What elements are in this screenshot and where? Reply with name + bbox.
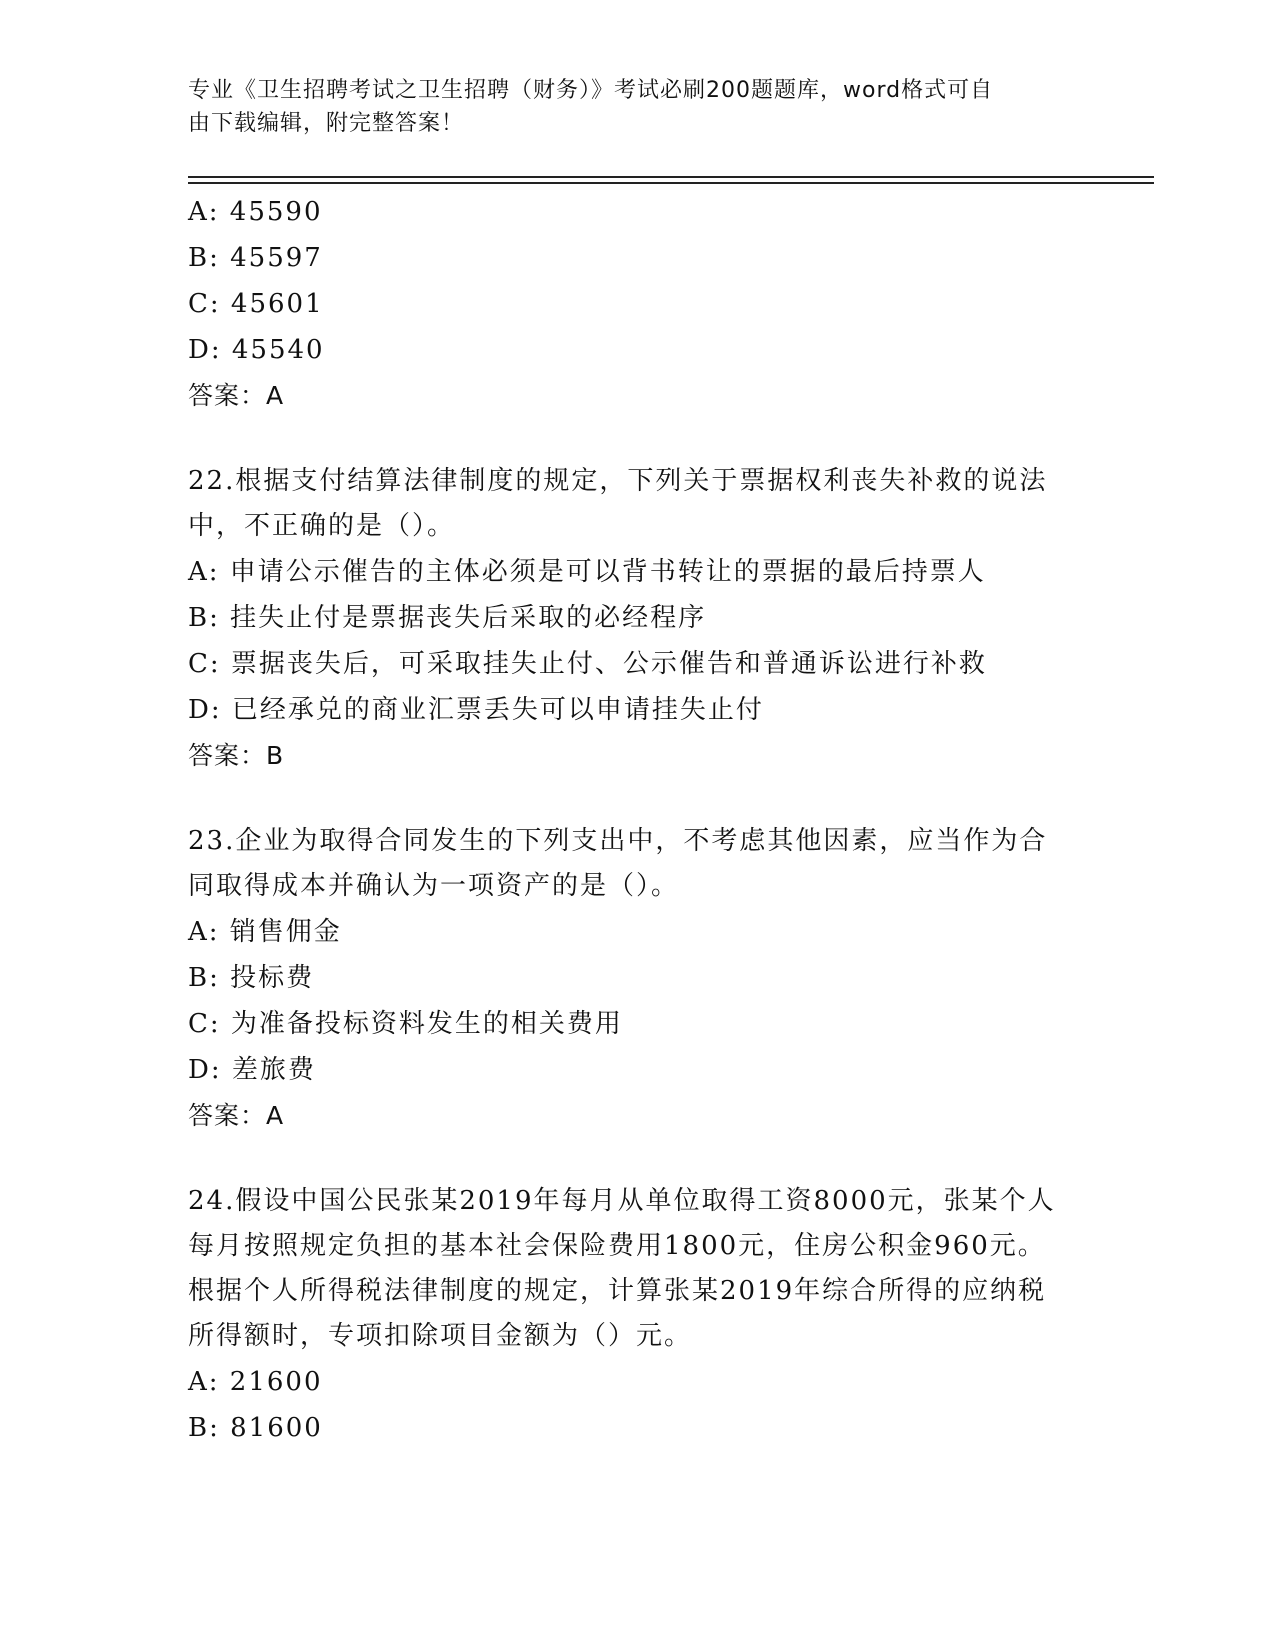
question-21-continued (188, 189, 1088, 419)
question-stem-line: 23.企业为取得合同发生的下列支出中，不考虑其他因素，应当作为合 (188, 826, 1048, 856)
option-a: A: 销售佣金 (188, 917, 342, 947)
question-stem-line: 24.假设中国公民张某2019年每月从单位取得工资8000元，张某个人 (188, 1186, 1056, 1216)
option-b: B: 挂失止付是票据丧失后采取的必经程序 (188, 603, 707, 633)
option-b: B: 81600 (188, 1413, 323, 1443)
question-stem-line: 根据个人所得税法律制度的规定，计算张某2019年综合所得的应纳税 (188, 1276, 1047, 1306)
option-a: A: 45590 (188, 197, 323, 227)
option-b: B: 投标费 (188, 963, 315, 993)
answer: 答案：A (188, 381, 285, 410)
option-d: D: 45540 (188, 335, 325, 365)
option-c: C: 票据丧失后，可采取挂失止付、公示催告和普通诉讼进行补救 (188, 649, 987, 679)
question-22 (188, 459, 1088, 779)
option-a: A: 21600 (188, 1367, 323, 1397)
header-divider-top (188, 176, 1154, 178)
header-divider-bottom (188, 182, 1154, 184)
question-stem-line: 中，不正确的是（）。 (188, 511, 456, 541)
question-stem-line: 同取得成本并确认为一项资产的是（）。 (188, 871, 680, 901)
question-stem-line: 22.根据支付结算法律制度的规定，下列关于票据权利丧失补救的说法 (188, 466, 1048, 496)
document-header (188, 74, 1068, 140)
option-d: D: 差旅费 (188, 1055, 316, 1085)
answer: 答案：B (188, 741, 285, 770)
option-b: B: 45597 (188, 243, 323, 273)
question-23 (188, 819, 1088, 1139)
header-line-2: 由下载编辑，附完整答案！ (188, 111, 465, 136)
option-a: A: 申请公示催告的主体必须是可以背书转让的票据的最后持票人 (188, 557, 986, 587)
header-line-1: 专业《卫生招聘考试之卫生招聘（财务）》考试必刷200题题库，word格式可自 (188, 78, 994, 103)
answer: 答案：A (188, 1101, 285, 1130)
option-c: C: 为准备投标资料发生的相关费用 (188, 1009, 623, 1039)
option-d: D: 已经承兑的商业汇票丢失可以申请挂失止付 (188, 695, 764, 725)
question-list (188, 189, 1088, 1451)
option-c: C: 45601 (188, 289, 324, 319)
question-24 (188, 1179, 1088, 1451)
question-stem-line: 所得额时，专项扣除项目金额为（）元。 (188, 1321, 693, 1351)
question-stem-line: 每月按照规定负担的基本社会保险费用1800元，住房公积金960元。 (188, 1231, 1046, 1261)
